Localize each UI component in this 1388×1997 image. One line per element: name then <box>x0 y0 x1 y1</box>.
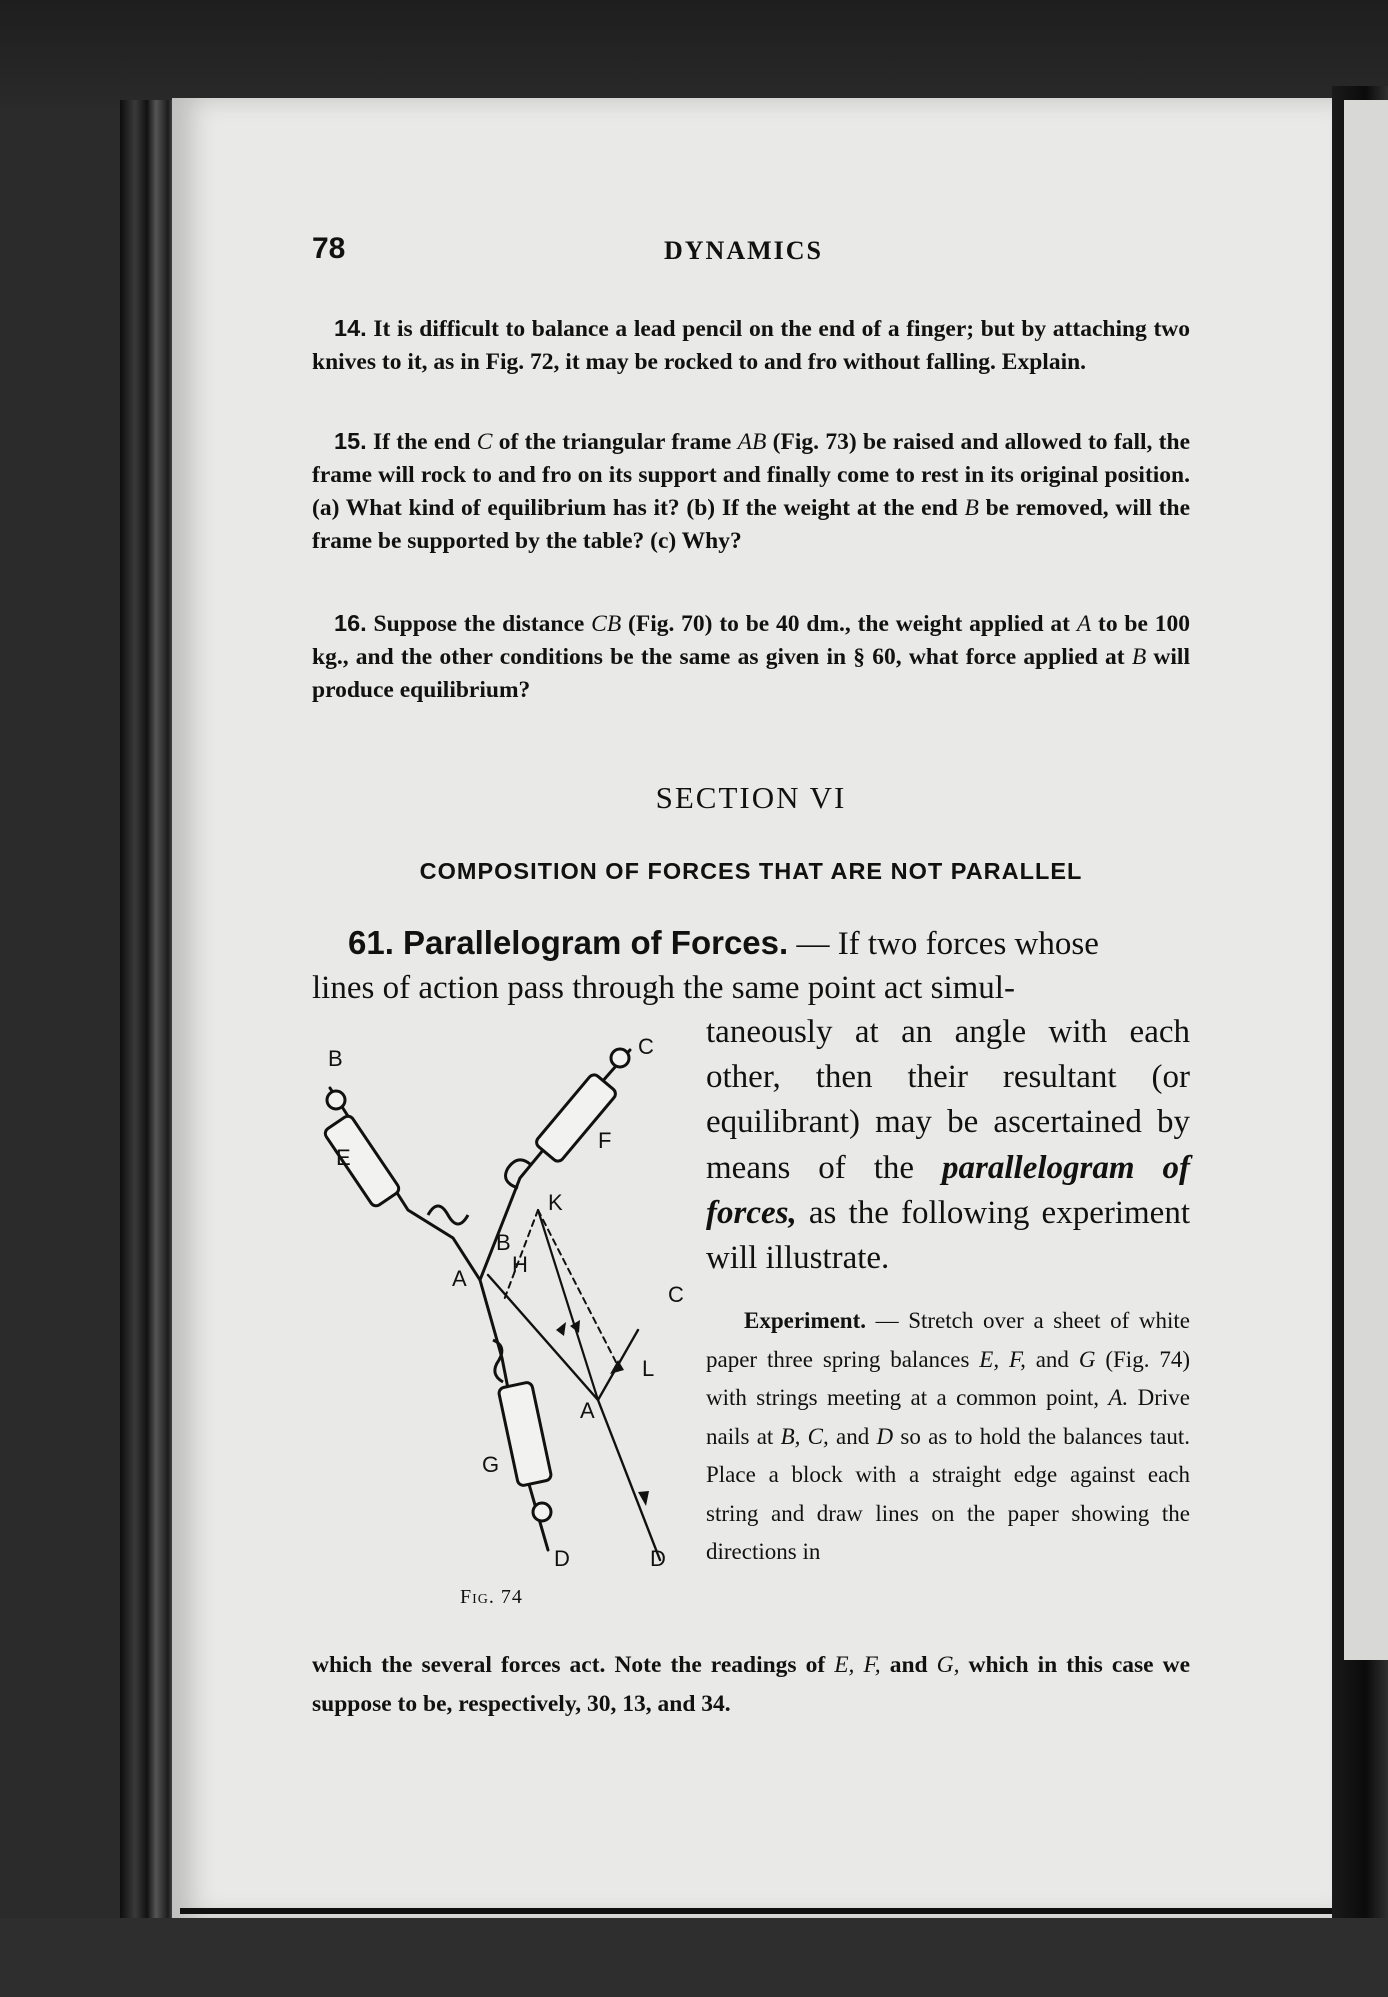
experiment-lead: Experiment. <box>744 1308 867 1333</box>
exercise-number: 15. <box>334 428 367 454</box>
next-page-strip <box>1344 100 1388 1660</box>
figure-caption: Fig. 74 <box>460 1586 523 1608</box>
exercise-number: 16. <box>334 610 367 636</box>
string-line <box>488 1275 638 1400</box>
book-binding-edge <box>120 100 180 1930</box>
variable: B <box>964 495 979 521</box>
article-text: taneously at an angle with each other, then their resultant (or equilibrant) may be ascertained by means of the <box>706 1014 1190 1186</box>
section-subtitle: COMPOSITION OF FORCES THAT ARE NOT PARALLEL <box>419 858 1083 884</box>
italic-term: parallelogram of forces, <box>706 1149 1190 1231</box>
page-bottom-edge <box>180 1908 1332 1914</box>
label-c: C <box>638 1034 654 1059</box>
hook-ring <box>533 1503 551 1521</box>
exercise-text: will produce equilibrium? <box>312 644 1190 703</box>
label-g: G <box>482 1452 500 1477</box>
label-k: K <box>548 1190 563 1215</box>
scan-background-top <box>0 0 1388 110</box>
article-line-2: lines of action pass through the same point act simul- <box>312 970 1015 1006</box>
label-f: F <box>598 1128 612 1153</box>
variable: CB <box>591 611 622 637</box>
exercise-15 <box>312 425 1190 558</box>
variable: G, <box>936 1652 960 1678</box>
exercise-text: If the end <box>372 429 477 455</box>
hook-ring <box>327 1091 345 1109</box>
experiment-body: Drive nails at <box>706 1385 1190 1449</box>
label-d: D <box>554 1546 570 1571</box>
article-wrapped-text <box>706 1010 1190 1281</box>
spring-balance-e <box>323 1114 401 1208</box>
exercise-text: (Fig. 70) to be 40 dm., the weight applied at <box>621 611 1077 637</box>
arrowhead-icon <box>610 1360 624 1374</box>
arrowhead-icon <box>638 1491 649 1506</box>
experiment-text <box>706 1302 1190 1572</box>
figure-74-diagram <box>308 1030 700 1620</box>
scan-background-bottom <box>0 1918 1388 1997</box>
hook-ring <box>611 1049 629 1067</box>
exercise-16 <box>312 607 1190 707</box>
label-e: E <box>336 1145 351 1170</box>
article-heading-line <box>348 920 1190 967</box>
exercise-text: Suppose the distance <box>373 611 592 637</box>
exercise-text: It is difficult to balance a lead pencil on the end of a finger; but by attaching two knives to it, as in Fig. 72, it may be rocked to and fro without falling. Explain. <box>312 316 1190 375</box>
label-l: L <box>642 1356 655 1381</box>
exercise-14 <box>312 312 1190 379</box>
variable: C <box>476 429 493 455</box>
experiment-text-continued <box>312 1646 1190 1723</box>
exercise-number: 14. <box>334 315 367 341</box>
figure-74 <box>308 1030 700 1620</box>
exercise-text: (Fig. 73) be raised and allowed to fall, the frame will rock to and fro on its support and finally come to rest in its original position. (a) What kind of equilibrium has it? (b) If the weight at the end <box>312 429 1191 521</box>
page-number: 78 <box>312 232 346 265</box>
experiment-body: and <box>828 1423 877 1449</box>
section-title: SECTION VI <box>655 780 847 815</box>
variable: E, F, <box>979 1346 1026 1372</box>
article-text: as the following experiment will illustrate. <box>706 1194 1190 1277</box>
exercise-text: to be 100 kg., and the other conditions be the same as given in § 60, what force applied at <box>312 611 1190 670</box>
variable: D <box>876 1423 894 1449</box>
experiment-body: — Stretch over a sheet of white paper three spring balances <box>706 1308 1190 1372</box>
arrowhead-icon <box>570 1320 580 1333</box>
experiment-body: (Fig. 74) with strings meeting at a common point, <box>706 1346 1190 1410</box>
experiment-body: and <box>880 1652 937 1678</box>
exercise-text: of the triangular frame <box>492 429 738 455</box>
variable: A. <box>1108 1385 1129 1410</box>
experiment-body: which in this case we suppose to be, respectively, 30, 13, and 34. <box>312 1652 1191 1717</box>
variable: G <box>1078 1346 1096 1372</box>
spring-balance-g <box>498 1382 552 1487</box>
string-line <box>538 1210 598 1400</box>
variable: B <box>1131 644 1147 670</box>
arrowhead-icon <box>556 1322 566 1336</box>
label-a-mid: A <box>580 1398 595 1423</box>
variable: E, F, <box>834 1652 881 1678</box>
experiment-body: and <box>1025 1346 1079 1372</box>
label-d-right: D <box>650 1546 666 1571</box>
hook-s <box>428 1206 468 1224</box>
variable: B, C, <box>780 1423 829 1449</box>
article-text: — If two forces whose <box>788 926 1099 962</box>
experiment-body: which the several forces act. Note the readings of <box>312 1652 835 1678</box>
label-b-mid: B <box>496 1230 511 1255</box>
variable: AB <box>737 429 767 455</box>
label-c-right: C <box>668 1282 684 1307</box>
label-b: B <box>328 1046 343 1071</box>
label-a: A <box>452 1266 467 1291</box>
string-line <box>598 1400 660 1560</box>
variable: A <box>1076 611 1092 637</box>
experiment-body: so as to hold the balances taut. Place a block with a straight edge against each string and draw lines on the paper showing the directions in <box>706 1423 1190 1564</box>
label-h: H <box>512 1252 528 1277</box>
article-heading: 61. Parallelogram of Forces. <box>348 924 789 961</box>
exercise-text: be removed, will the frame be supported by the table? (c) Why? <box>312 495 1190 554</box>
running-head: DYNAMICS <box>664 236 823 265</box>
page-header <box>312 232 1192 276</box>
